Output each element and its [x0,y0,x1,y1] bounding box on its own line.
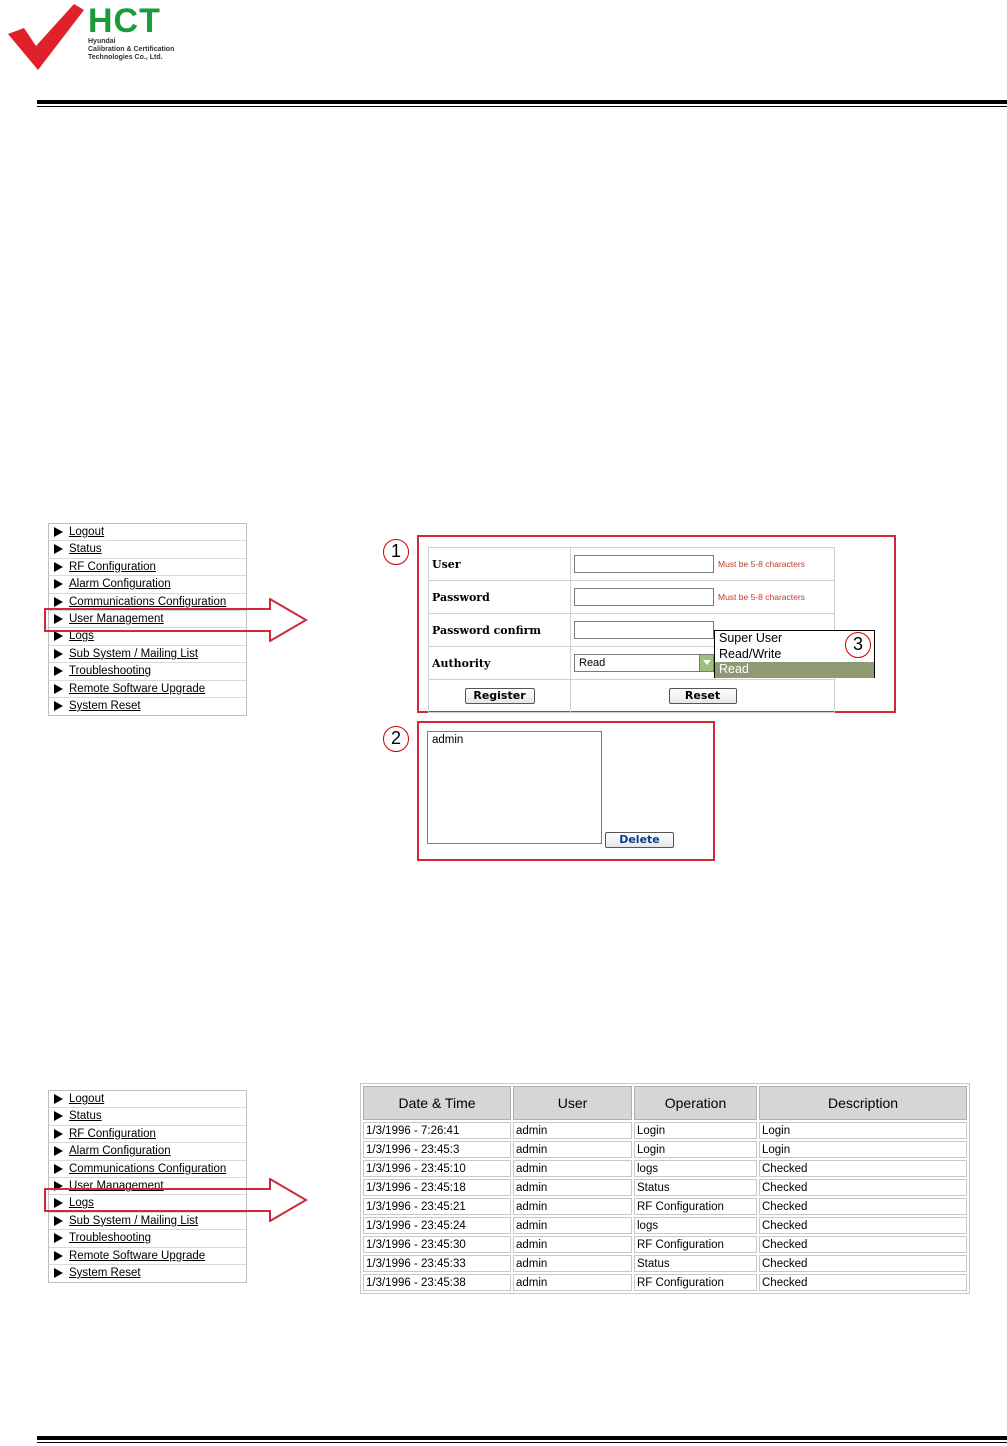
play-arrow-icon [54,562,63,572]
user-label: User [429,548,571,581]
log-operation-cell: RF Configuration [634,1274,757,1291]
company-logo [6,2,206,72]
checkmark-logo-icon [6,2,86,72]
table-row [363,1217,967,1234]
play-arrow-icon [54,684,63,694]
play-arrow-icon [54,527,63,537]
logo-line-2: Calibration & Certification [88,46,175,53]
menu-item-remote-software-upgrade[interactable]: Remote Software Upgrade [49,1248,246,1265]
log-date-time-cell: 1/3/1996 - 23:45:33 [363,1255,511,1272]
log-date-time-cell: 1/3/1996 - 23:45:21 [363,1198,511,1215]
table-row [363,1274,967,1291]
menu-item-status[interactable]: Status [49,1108,246,1125]
logs-table-body [363,1122,967,1291]
log-description-cell: Login [759,1141,967,1158]
register-button[interactable]: Register [465,688,535,704]
authority-option-read-write[interactable]: Read/Write [719,646,782,661]
log-user-cell: admin [513,1274,632,1291]
logs-header-user: User [513,1086,632,1120]
password-label: Password [429,581,571,614]
menu-item-alarm-configuration[interactable]: Alarm Configuration [49,576,246,593]
log-description-cell: Checked [759,1160,967,1177]
authority-select[interactable] [574,654,714,672]
authority-option-super-user[interactable]: Super User [719,631,783,645]
table-row [363,1236,967,1253]
user-input[interactable] [574,555,714,573]
play-arrow-icon [54,544,63,554]
log-date-time-cell: 1/3/1996 - 7:26:41 [363,1122,511,1139]
table-row [363,1198,967,1215]
menu-item-status[interactable]: Status [49,541,246,558]
log-date-time-cell: 1/3/1996 - 23:45:30 [363,1236,511,1253]
play-arrow-icon [54,666,63,676]
user-listbox[interactable] [427,731,602,844]
menu-item-user-management[interactable]: User Management [49,611,246,628]
log-user-cell: admin [513,1217,632,1234]
play-arrow-icon [54,1111,63,1121]
table-row [363,1179,967,1196]
log-operation-cell: Login [634,1141,757,1158]
menu-item-system-reset[interactable]: System Reset [49,1265,246,1282]
log-operation-cell: logs [634,1217,757,1234]
play-arrow-icon [54,701,63,711]
menu-item-sub-system-mailing-list[interactable]: Sub System / Mailing List [49,1213,246,1230]
callout-2: 2 [383,726,409,752]
chevron-down-icon[interactable] [699,655,713,671]
menu-item-troubleshooting[interactable]: Troubleshooting [49,663,246,680]
authority-label: Authority [429,647,571,680]
log-operation-cell: logs [634,1160,757,1177]
log-date-time-cell: 1/3/1996 - 23:45:18 [363,1179,511,1196]
footer-rule [37,1436,1007,1443]
menu-item-alarm-configuration[interactable]: Alarm Configuration [49,1143,246,1160]
logs-table-panel [360,1083,970,1294]
logs-header-description: Description [759,1086,967,1120]
play-arrow-icon [54,649,63,659]
password-confirm-label: Password confirm [429,614,571,647]
log-user-cell: admin [513,1198,632,1215]
log-description-cell: Checked [759,1274,967,1291]
play-arrow-icon [54,1129,63,1139]
log-operation-cell: Status [634,1179,757,1196]
menu-item-communications-configuration[interactable]: Communications Configuration [49,594,246,611]
menu-item-logs[interactable]: Logs [49,628,246,645]
password-hint: Must be 5-8 characters [718,592,805,602]
log-user-cell: admin [513,1179,632,1196]
log-user-cell: admin [513,1160,632,1177]
authority-option-read[interactable]: Read [715,662,874,678]
logs-header-date-time: Date & Time [363,1086,511,1120]
log-user-cell: admin [513,1236,632,1253]
menu-item-sub-system-mailing-list[interactable]: Sub System / Mailing List [49,646,246,663]
log-date-time-cell: 1/3/1996 - 23:45:24 [363,1217,511,1234]
play-arrow-icon [54,1164,63,1174]
menu-item-logout[interactable]: Logout [49,524,246,541]
play-arrow-icon [54,1268,63,1278]
menu-item-rf-configuration[interactable]: RF Configuration [49,559,246,576]
log-date-time-cell: 1/3/1996 - 23:45:10 [363,1160,511,1177]
log-operation-cell: RF Configuration [634,1198,757,1215]
log-user-cell: admin [513,1141,632,1158]
table-row [363,1122,967,1139]
play-arrow-icon [54,1251,63,1261]
password-input[interactable] [574,588,714,606]
play-arrow-icon [54,1094,63,1104]
password-confirm-input[interactable] [574,621,714,639]
table-row [363,1255,967,1272]
log-user-cell: admin [513,1122,632,1139]
table-row [363,1160,967,1177]
menu-item-logout[interactable]: Logout [49,1091,246,1108]
reset-button[interactable]: Reset [669,688,737,704]
logo-line-1: Hyundai [88,38,116,45]
delete-button[interactable]: Delete [605,832,674,848]
red-arrow-user-management-icon [44,598,308,642]
menu-item-user-management[interactable]: User Management [49,1178,246,1195]
authority-select-value: Read [579,657,606,669]
header-rule [37,100,1007,107]
log-date-time-cell: 1/3/1996 - 23:45:3 [363,1141,511,1158]
play-arrow-icon [54,579,63,589]
log-operation-cell: Login [634,1122,757,1139]
log-description-cell: Checked [759,1198,967,1215]
red-arrow-logs-icon [44,1178,308,1222]
play-arrow-icon [54,1233,63,1243]
table-row [363,1141,967,1158]
menu-item-system-reset[interactable]: System Reset [49,698,246,715]
menu-item-troubleshooting[interactable]: Troubleshooting [49,1230,246,1247]
play-arrow-icon [54,1146,63,1156]
log-description-cell: Login [759,1122,967,1139]
log-description-cell: Checked [759,1236,967,1253]
log-description-cell: Checked [759,1179,967,1196]
menu-item-remote-software-upgrade[interactable]: Remote Software Upgrade [49,681,246,698]
log-operation-cell: RF Configuration [634,1236,757,1253]
log-description-cell: Checked [759,1217,967,1234]
log-description-cell: Checked [759,1255,967,1272]
logo-line-3: Technologies Co., Ltd. [88,54,163,61]
user-hint: Must be 5-8 characters [718,559,805,569]
logo-wordmark [88,4,174,62]
menu-item-rf-configuration[interactable]: RF Configuration [49,1126,246,1143]
user-list-item[interactable]: admin [432,734,464,746]
callout-1: 1 [383,539,409,565]
menu-item-communications-configuration[interactable]: Communications Configuration [49,1161,246,1178]
log-operation-cell: Status [634,1255,757,1272]
logs-table [361,1084,969,1293]
logs-header-operation: Operation [634,1086,757,1120]
log-user-cell: admin [513,1255,632,1272]
log-date-time-cell: 1/3/1996 - 23:45:38 [363,1274,511,1291]
logo-title: HCT [88,2,161,40]
menu-item-logs[interactable]: Logs [49,1195,246,1212]
callout-3: 3 [845,632,871,658]
